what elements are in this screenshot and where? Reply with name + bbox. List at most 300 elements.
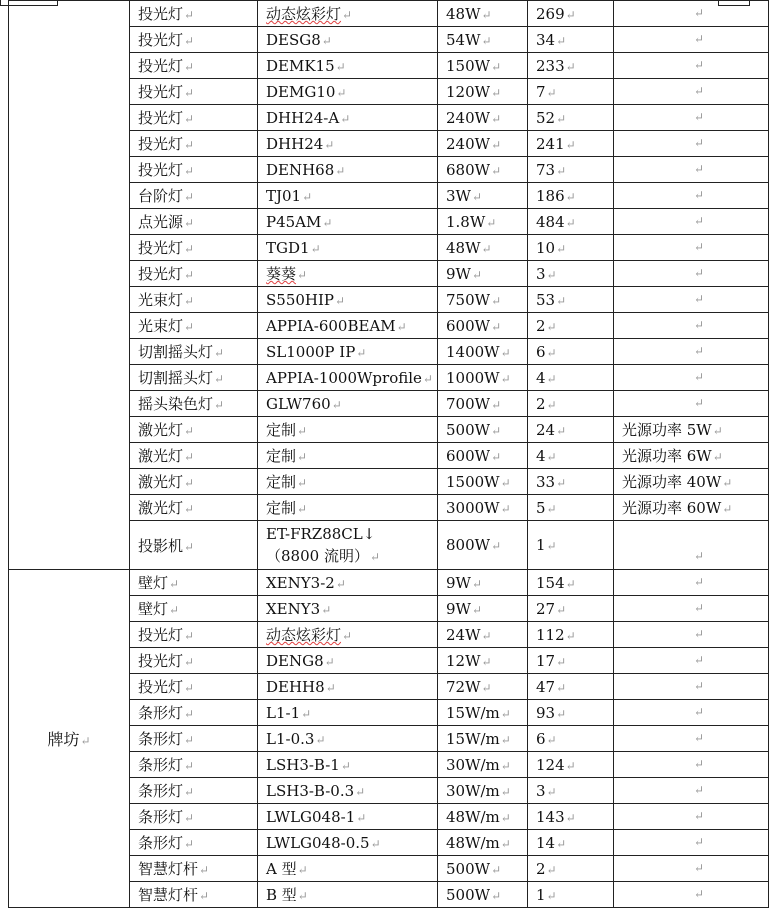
paragraph-mark: ↵ — [556, 706, 567, 721]
quantity-cell — [528, 830, 614, 856]
model-cell — [258, 778, 438, 804]
lamp-type-cell — [130, 856, 258, 882]
paragraph-mark: ↵ — [694, 601, 705, 615]
power-cell — [438, 804, 528, 830]
lamp-type-text: 光束灯 — [138, 317, 184, 335]
model-text: DHH24-A — [266, 108, 340, 127]
note-cell — [614, 157, 769, 183]
model-text: 定制 — [266, 499, 297, 517]
quantity-text: 154 — [536, 573, 565, 592]
model-text: SL1000P IP — [266, 342, 356, 361]
lamp-type-cell — [130, 53, 258, 79]
model-cell — [258, 596, 438, 622]
power-text: 600W — [446, 446, 491, 465]
power-text: 3W — [446, 186, 471, 205]
power-text: 680W — [446, 160, 491, 179]
model-cell — [258, 752, 438, 778]
lamp-type-text: 投光灯 — [138, 109, 184, 127]
paragraph-mark: ↵ — [712, 424, 723, 438]
model-text: LWLG048-1 — [266, 807, 356, 826]
lamp-type-cell — [130, 365, 258, 391]
quantity-cell — [528, 235, 614, 261]
power-cell — [438, 313, 528, 339]
paragraph-mark: ↵ — [694, 549, 705, 563]
model-cell — [258, 648, 438, 674]
quantity-cell — [528, 726, 614, 752]
note-cell — [614, 287, 769, 313]
paragraph-mark: ↵ — [694, 110, 705, 124]
model-text: DENH68 — [266, 160, 335, 179]
paragraph-mark: ↵ — [336, 85, 347, 100]
paragraph-mark: ↵ — [491, 888, 502, 903]
note-cell — [614, 105, 769, 131]
location-group-cell — [9, 570, 130, 908]
paragraph-mark: ↵ — [556, 475, 567, 490]
paragraph-mark: ↵ — [184, 60, 195, 74]
model-cell — [258, 856, 438, 882]
lamp-type-text: 投光灯 — [138, 83, 184, 101]
lamp-type-cell — [130, 1, 258, 27]
quantity-cell — [528, 443, 614, 469]
table-row — [9, 570, 769, 596]
paragraph-mark: ↵ — [184, 837, 195, 851]
power-text: 1.8W — [446, 212, 486, 231]
quantity-text: 143 — [536, 807, 565, 826]
lamp-type-cell — [130, 443, 258, 469]
power-text: 54W — [446, 30, 481, 49]
power-cell — [438, 622, 528, 648]
paragraph-mark: ↵ — [722, 502, 733, 516]
model-cell — [258, 79, 438, 105]
quantity-cell — [528, 287, 614, 313]
power-text: 48W — [446, 4, 481, 23]
power-text: 700W — [446, 394, 491, 413]
paragraph-mark: ↵ — [694, 370, 705, 384]
lamp-type-text: 切割摇头灯 — [138, 369, 214, 387]
lamp-type-cell — [130, 521, 258, 570]
quantity-text: 3 — [536, 264, 546, 283]
lamp-type-cell — [130, 596, 258, 622]
model-name: ET-FRZ88CL — [266, 524, 363, 543]
paragraph-mark: ↵ — [422, 371, 433, 386]
note-cell — [614, 830, 769, 856]
paragraph-mark: ↵ — [335, 59, 346, 74]
power-text: 9W — [446, 264, 471, 283]
paragraph-mark: ↵ — [694, 757, 705, 771]
note-cell — [614, 469, 769, 495]
power-text: 600W — [446, 316, 491, 335]
paragraph-mark: ↵ — [500, 758, 511, 773]
lamp-type-text: 点光源 — [138, 213, 184, 231]
lamp-type-cell — [130, 105, 258, 131]
lamp-type-cell — [130, 778, 258, 804]
power-text: 9W — [446, 573, 471, 592]
paragraph-mark: ↵ — [491, 111, 502, 126]
paragraph-mark: ↵ — [546, 784, 557, 799]
paragraph-mark: ↵ — [199, 889, 210, 903]
note-cell — [614, 882, 769, 908]
power-text: 750W — [446, 290, 491, 309]
note-cell — [614, 417, 769, 443]
model-text: DHH24 — [266, 134, 324, 153]
paragraph-mark: ↵ — [315, 732, 326, 747]
model-cell — [258, 882, 438, 908]
power-cell — [438, 521, 528, 570]
paragraph-mark: ↵ — [184, 707, 195, 721]
paragraph-mark: ↵ — [481, 654, 492, 669]
paragraph-mark: ↵ — [556, 680, 567, 695]
paragraph-mark: ↵ — [184, 86, 195, 100]
power-cell — [438, 596, 528, 622]
paragraph-mark: ↵ — [184, 138, 195, 152]
quantity-cell — [528, 339, 614, 365]
model-cell — [258, 622, 438, 648]
paragraph-mark: ↵ — [184, 681, 195, 695]
power-cell — [438, 235, 528, 261]
quantity-cell — [528, 79, 614, 105]
note-cell — [614, 339, 769, 365]
note-cell — [614, 674, 769, 700]
paragraph-mark: ↵ — [471, 576, 483, 591]
paragraph-mark: ↵ — [214, 346, 225, 360]
model-cell — [258, 105, 438, 131]
quantity-text: 73 — [536, 160, 556, 179]
paragraph-mark: ↵ — [500, 371, 511, 386]
lamp-type-text: 投光灯 — [138, 57, 184, 75]
paragraph-mark: ↵ — [184, 655, 195, 669]
paragraph-mark: ↵ — [297, 268, 308, 282]
quantity-cell — [528, 622, 614, 648]
model-cell — [258, 700, 438, 726]
paragraph-mark: ↵ — [694, 188, 705, 202]
paragraph-mark: ↵ — [491, 163, 502, 178]
paragraph-mark: ↵ — [297, 450, 308, 464]
paragraph-mark: ↵ — [340, 758, 351, 773]
model-text: 动态炫彩灯 — [266, 626, 342, 644]
paragraph-mark: ↵ — [546, 449, 557, 464]
model-subtext — [266, 545, 437, 568]
power-cell — [438, 570, 528, 596]
lamp-type-text: 条形灯 — [138, 808, 184, 826]
quantity-cell — [528, 391, 614, 417]
power-cell — [438, 261, 528, 287]
power-cell — [438, 648, 528, 674]
model-text: DENG8 — [266, 651, 324, 670]
note-text: 光源功率 40W — [622, 473, 722, 491]
paragraph-mark: ↵ — [546, 345, 557, 360]
quantity-cell — [528, 856, 614, 882]
document-page — [8, 0, 769, 908]
paragraph-mark: ↵ — [169, 577, 180, 591]
quantity-text: 6 — [536, 342, 546, 361]
model-cell — [258, 830, 438, 856]
paragraph-mark: ↵ — [491, 319, 502, 334]
power-cell — [438, 287, 528, 313]
model-text: LSH3-B-1 — [266, 755, 340, 774]
paragraph-mark: ↵ — [184, 502, 195, 516]
quantity-text: 112 — [536, 625, 565, 644]
power-text: 500W — [446, 420, 491, 439]
model-text: DEHH8 — [266, 677, 325, 696]
paragraph-mark: ↵ — [491, 59, 502, 74]
power-cell — [438, 830, 528, 856]
lamp-type-text: 条形灯 — [138, 704, 184, 722]
model-lumens: （8800 流明） — [266, 546, 369, 565]
paragraph-mark: ↵ — [565, 215, 576, 230]
model-cell — [258, 313, 438, 339]
lamp-type-text: 投光灯 — [138, 265, 184, 283]
paragraph-mark: ↵ — [184, 8, 195, 22]
power-cell — [438, 209, 528, 235]
paragraph-mark: ↵ — [297, 476, 308, 490]
paragraph-mark: ↵ — [184, 450, 195, 464]
model-cell — [258, 417, 438, 443]
paragraph-mark: ↵ — [297, 502, 308, 516]
model-text: L1-1 — [266, 703, 301, 722]
paragraph-mark: ↵ — [184, 320, 195, 334]
power-text: 72W — [446, 677, 481, 696]
paragraph-mark: ↵ — [556, 111, 567, 126]
paragraph-mark: ↵ — [556, 423, 567, 438]
lamp-type-cell — [130, 417, 258, 443]
note-cell — [614, 495, 769, 521]
paragraph-mark: ↵ — [471, 267, 483, 282]
power-text: 30W/m — [446, 781, 500, 800]
quantity-cell — [528, 596, 614, 622]
note-cell — [614, 365, 769, 391]
quantity-cell — [528, 570, 614, 596]
paragraph-mark: ↵ — [546, 267, 557, 282]
paragraph-mark: ↵ — [546, 319, 557, 334]
paragraph-mark: ↵ — [481, 680, 492, 695]
paragraph-mark: ↵ — [565, 576, 576, 591]
note-text: 光源功率 5W — [622, 421, 712, 439]
paragraph-mark: ↵ — [565, 810, 576, 825]
model-text: TGD1 — [266, 238, 310, 257]
paragraph-mark: ↵ — [321, 33, 332, 48]
model-cell — [258, 157, 438, 183]
note-cell — [614, 752, 769, 778]
paragraph-mark: ↵ — [331, 397, 342, 412]
paragraph-mark: ↵ — [556, 836, 567, 851]
model-text: DESG8 — [266, 30, 321, 49]
paragraph-mark: ↵ — [342, 629, 353, 643]
quantity-text: 17 — [536, 651, 556, 670]
paragraph-mark: ↵ — [356, 810, 367, 825]
location-group-cell — [9, 1, 130, 570]
paragraph-mark: ↵ — [184, 216, 195, 230]
lamp-type-cell — [130, 752, 258, 778]
paragraph-mark: ↵ — [712, 450, 723, 464]
quantity-text: 2 — [536, 394, 546, 413]
paragraph-mark: ↵ — [546, 501, 557, 516]
quantity-text: 14 — [536, 833, 556, 852]
quantity-text: 3 — [536, 781, 546, 800]
quantity-text: 186 — [536, 186, 565, 205]
power-cell — [438, 417, 528, 443]
quantity-text: 33 — [536, 472, 556, 491]
model-text: P45AM — [266, 212, 322, 231]
power-cell — [438, 778, 528, 804]
lamp-type-cell — [130, 261, 258, 287]
paragraph-mark: ↵ — [471, 602, 483, 617]
power-cell — [438, 365, 528, 391]
power-text: 500W — [446, 885, 491, 904]
power-text: 1500W — [446, 472, 500, 491]
paragraph-mark: ↵ — [694, 396, 705, 410]
lamp-type-cell — [130, 804, 258, 830]
lamp-type-text: 激光灯 — [138, 473, 184, 491]
lamp-type-text: 条形灯 — [138, 756, 184, 774]
note-cell — [614, 27, 769, 53]
paragraph-mark: ↵ — [546, 732, 557, 747]
note-cell — [614, 596, 769, 622]
quantity-cell — [528, 1, 614, 27]
lamp-type-cell — [130, 882, 258, 908]
lamp-type-text: 光束灯 — [138, 291, 184, 309]
quantity-text: 27 — [536, 599, 556, 618]
quantity-cell — [528, 27, 614, 53]
paragraph-mark: ↵ — [556, 654, 567, 669]
power-text: 1000W — [446, 368, 500, 387]
paragraph-mark: ↵ — [335, 163, 346, 178]
paragraph-mark: ↵ — [491, 423, 502, 438]
paragraph-mark: ↵ — [355, 784, 366, 799]
model-text: S550HIP — [266, 290, 335, 309]
quantity-cell — [528, 752, 614, 778]
quantity-cell — [528, 778, 614, 804]
model-text: DEMG10 — [266, 82, 336, 101]
power-text: 120W — [446, 82, 491, 101]
model-cell — [258, 365, 438, 391]
paragraph-mark: ↵ — [491, 397, 502, 412]
lamp-type-text: 投光灯 — [138, 239, 184, 257]
lamp-type-text: 壁灯 — [138, 600, 169, 618]
quantity-text: 4 — [536, 446, 546, 465]
model-text: APPIA-600BEAM — [266, 316, 396, 335]
note-cell — [614, 1, 769, 27]
paragraph-mark: ↵ — [491, 85, 502, 100]
power-text: 500W — [446, 859, 491, 878]
paragraph-mark: ↵ — [500, 501, 511, 516]
paragraph-mark: ↵ — [184, 476, 195, 490]
paragraph-mark: ↵ — [481, 7, 492, 22]
power-text: 48W — [446, 238, 481, 257]
paragraph-mark: ↵ — [500, 810, 511, 825]
paragraph-mark: ↵ — [546, 862, 557, 877]
lamp-type-cell — [130, 339, 258, 365]
note-cell — [614, 313, 769, 339]
paragraph-mark: ↵ — [694, 809, 705, 823]
paragraph-mark: ↵ — [297, 889, 308, 903]
paragraph-mark: ↵ — [184, 424, 195, 438]
paragraph-mark: ↵ — [324, 654, 335, 669]
lamp-type-text: 台阶灯 — [138, 187, 184, 205]
paragraph-mark: ↵ — [565, 7, 576, 22]
paragraph-mark: ↵ — [694, 835, 705, 849]
paragraph-mark: ↵ — [491, 539, 502, 553]
paragraph-mark: ↵ — [565, 189, 576, 204]
paragraph-mark: ↵ — [356, 345, 367, 360]
model-text: DEMK15 — [266, 56, 335, 75]
lamp-type-text: 切割摇头灯 — [138, 343, 214, 361]
table-row — [9, 1, 769, 27]
paragraph-mark: ↵ — [214, 398, 225, 412]
paragraph-mark: ↵ — [340, 111, 351, 126]
note-cell — [614, 391, 769, 417]
power-cell — [438, 27, 528, 53]
model-text: XENY3-2 — [266, 573, 335, 592]
model-text: B 型 — [266, 886, 297, 904]
lamp-type-cell — [130, 79, 258, 105]
paragraph-mark: ↵ — [694, 136, 705, 150]
paragraph-mark: ↵ — [370, 836, 381, 851]
model-text: L1-0.3 — [266, 729, 315, 748]
model-cell — [258, 469, 438, 495]
paragraph-mark: ↵ — [184, 539, 195, 554]
note-cell — [614, 804, 769, 830]
model-cell — [258, 443, 438, 469]
quantity-text: 93 — [536, 703, 556, 722]
model-text: GLW760 — [266, 394, 331, 413]
lamp-type-text: 投光灯 — [138, 626, 184, 644]
model-text: LSH3-B-0.3 — [266, 781, 355, 800]
paragraph-mark: ↵ — [694, 162, 705, 176]
quantity-text: 47 — [536, 677, 556, 696]
quantity-text: 1 — [536, 536, 546, 554]
model-cell — [258, 804, 438, 830]
model-cell — [258, 235, 438, 261]
quantity-cell — [528, 674, 614, 700]
quantity-cell — [528, 804, 614, 830]
quantity-cell — [528, 131, 614, 157]
paragraph-mark: ↵ — [565, 137, 576, 152]
quantity-text: 2 — [536, 859, 546, 878]
lamp-type-cell — [130, 570, 258, 596]
power-cell — [438, 495, 528, 521]
paragraph-mark: ↵ — [694, 653, 705, 667]
power-cell — [438, 53, 528, 79]
quantity-text: 5 — [536, 498, 546, 517]
model-text: APPIA-1000Wprofile — [266, 368, 422, 387]
paragraph-mark: ↵ — [722, 476, 733, 490]
quantity-cell — [528, 313, 614, 339]
note-cell — [614, 648, 769, 674]
paragraph-mark: ↵ — [546, 85, 557, 100]
lamp-type-cell — [130, 622, 258, 648]
quantity-text: 124 — [536, 755, 565, 774]
lamp-type-cell — [130, 131, 258, 157]
paragraph-mark: ↵ — [481, 628, 492, 643]
quantity-cell — [528, 365, 614, 391]
paragraph-mark: ↵ — [694, 240, 705, 254]
power-text: 15W/m — [446, 729, 500, 748]
quantity-cell — [528, 417, 614, 443]
paragraph-mark: ↵ — [491, 293, 502, 308]
paragraph-mark: ↵ — [471, 189, 483, 204]
model-cell — [258, 1, 438, 27]
paragraph-mark: ↵ — [565, 59, 576, 74]
paragraph-mark: ↵ — [184, 34, 195, 48]
lamp-type-text: 壁灯 — [138, 574, 169, 592]
lamp-type-text: 投光灯 — [138, 678, 184, 696]
paragraph-mark: ↵ — [169, 603, 180, 617]
power-cell — [438, 131, 528, 157]
paragraph-mark: ↵ — [342, 8, 353, 22]
power-text: 12W — [446, 651, 481, 670]
power-cell — [438, 79, 528, 105]
model-text: LWLG048-0.5 — [266, 833, 370, 852]
